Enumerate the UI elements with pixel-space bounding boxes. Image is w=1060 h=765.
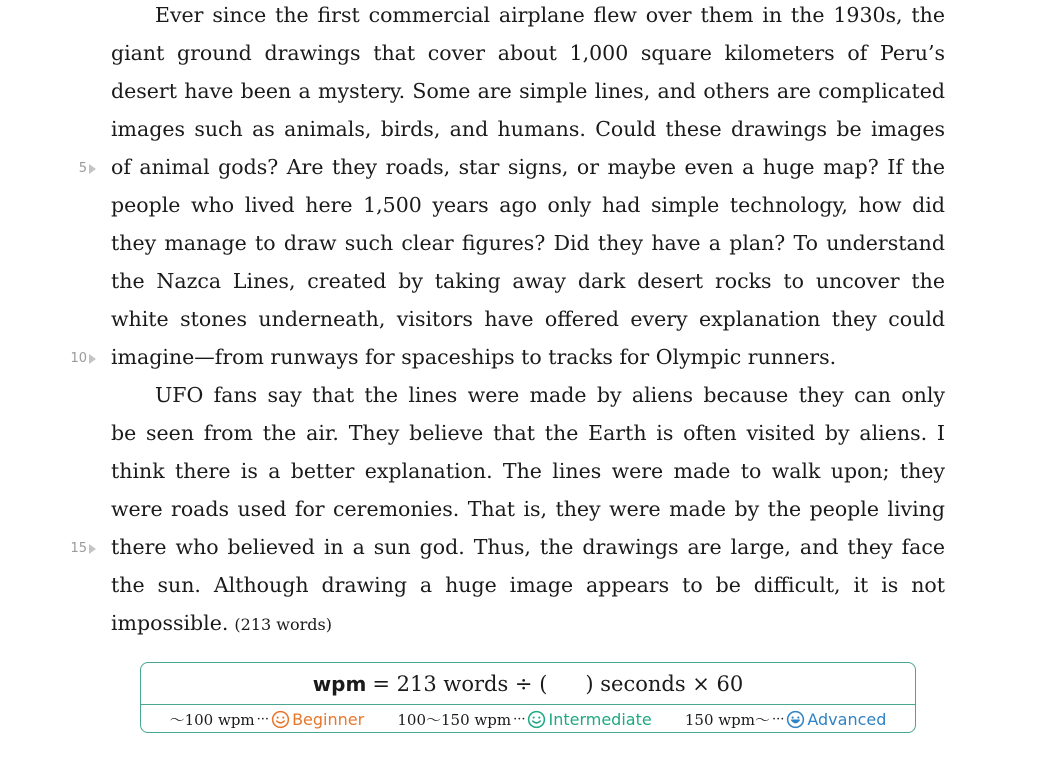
text-line: there who believed in a sun god. Thus, the drawings are large, and they face xyxy=(111,535,945,559)
text-line: they manage to draw such clear figures? Did they have a plan? To understand xyxy=(111,231,945,255)
text-line: UFO fans say that the lines were made by aliens because they can only xyxy=(155,383,945,407)
text-line: be seen from the air. They believe that the Earth is often visited by aliens. I xyxy=(111,421,945,445)
text-line: white stones underneath, visitors have offered every explanation they could xyxy=(111,307,945,331)
text-line: of animal gods? Are they roads, star signs, or maybe even a huge map? If the xyxy=(111,155,945,179)
level-range: 150 wpm～ xyxy=(684,710,770,729)
text-line: think there is a better explanation. The lines were made to walk upon; they xyxy=(111,459,945,483)
level-range: 100～150 wpm xyxy=(397,710,512,729)
smiley-icon xyxy=(527,710,546,729)
line-marker-icon xyxy=(89,354,96,364)
text-line: the Nazca Lines, created by taking away dark desert rocks to uncover the xyxy=(111,269,945,293)
level-name: Intermediate xyxy=(548,709,652,729)
wpm-calculator-box xyxy=(140,662,916,733)
wpm-formula-mid: = 213 words ÷ ( xyxy=(372,671,548,696)
smiley-icon xyxy=(786,710,805,729)
line-number-5: 5 xyxy=(40,150,96,188)
word-count: (213 words) xyxy=(234,615,332,634)
text-line: were roads used for ceremonies. That is, they were made by the people living xyxy=(111,497,945,521)
wpm-formula-end: ) seconds × 60 xyxy=(585,671,744,696)
text-line: giant ground drawings that cover about 1,000 square kilometers of Peru’s xyxy=(111,41,945,65)
line-number-10: 10 xyxy=(40,340,96,378)
text-line: imagine—from runways for spaceships to tracks for Olympic runners. xyxy=(111,345,837,369)
level-name: Beginner xyxy=(292,709,365,729)
level-dots: ··· xyxy=(256,711,270,727)
text-line: desert have been a mystery. Some are simple lines, and others are complicated xyxy=(111,79,945,103)
level-name: Advanced xyxy=(807,709,887,729)
final-line-text: impossible. xyxy=(111,611,229,635)
level-range: ～100 wpm xyxy=(169,710,255,729)
wpm-label: wpm xyxy=(312,671,367,696)
text-line: Ever since the first commercial airplane flew over them in the 1930s, the xyxy=(155,3,945,27)
level-intermediate xyxy=(397,709,651,730)
line-number-15: 15 xyxy=(40,530,96,568)
level-dots: ··· xyxy=(771,711,785,727)
line-marker-icon xyxy=(89,164,96,174)
wpm-levels xyxy=(141,705,915,733)
smiley-icon xyxy=(271,710,290,729)
text-line: images such as animals, birds, and humans. Could these drawings be images xyxy=(111,117,945,141)
level-dots: ··· xyxy=(513,711,526,727)
level-beginner xyxy=(170,709,365,730)
text-line-final xyxy=(111,604,945,642)
text-line: the sun. Although drawing a huge image appears to be difficult, it is not xyxy=(111,573,945,597)
text-line: people who lived here 1,500 years ago only had simple technology, how did xyxy=(111,193,945,217)
line-marker-icon xyxy=(89,544,96,554)
wpm-formula xyxy=(141,663,915,704)
level-advanced xyxy=(685,709,887,730)
